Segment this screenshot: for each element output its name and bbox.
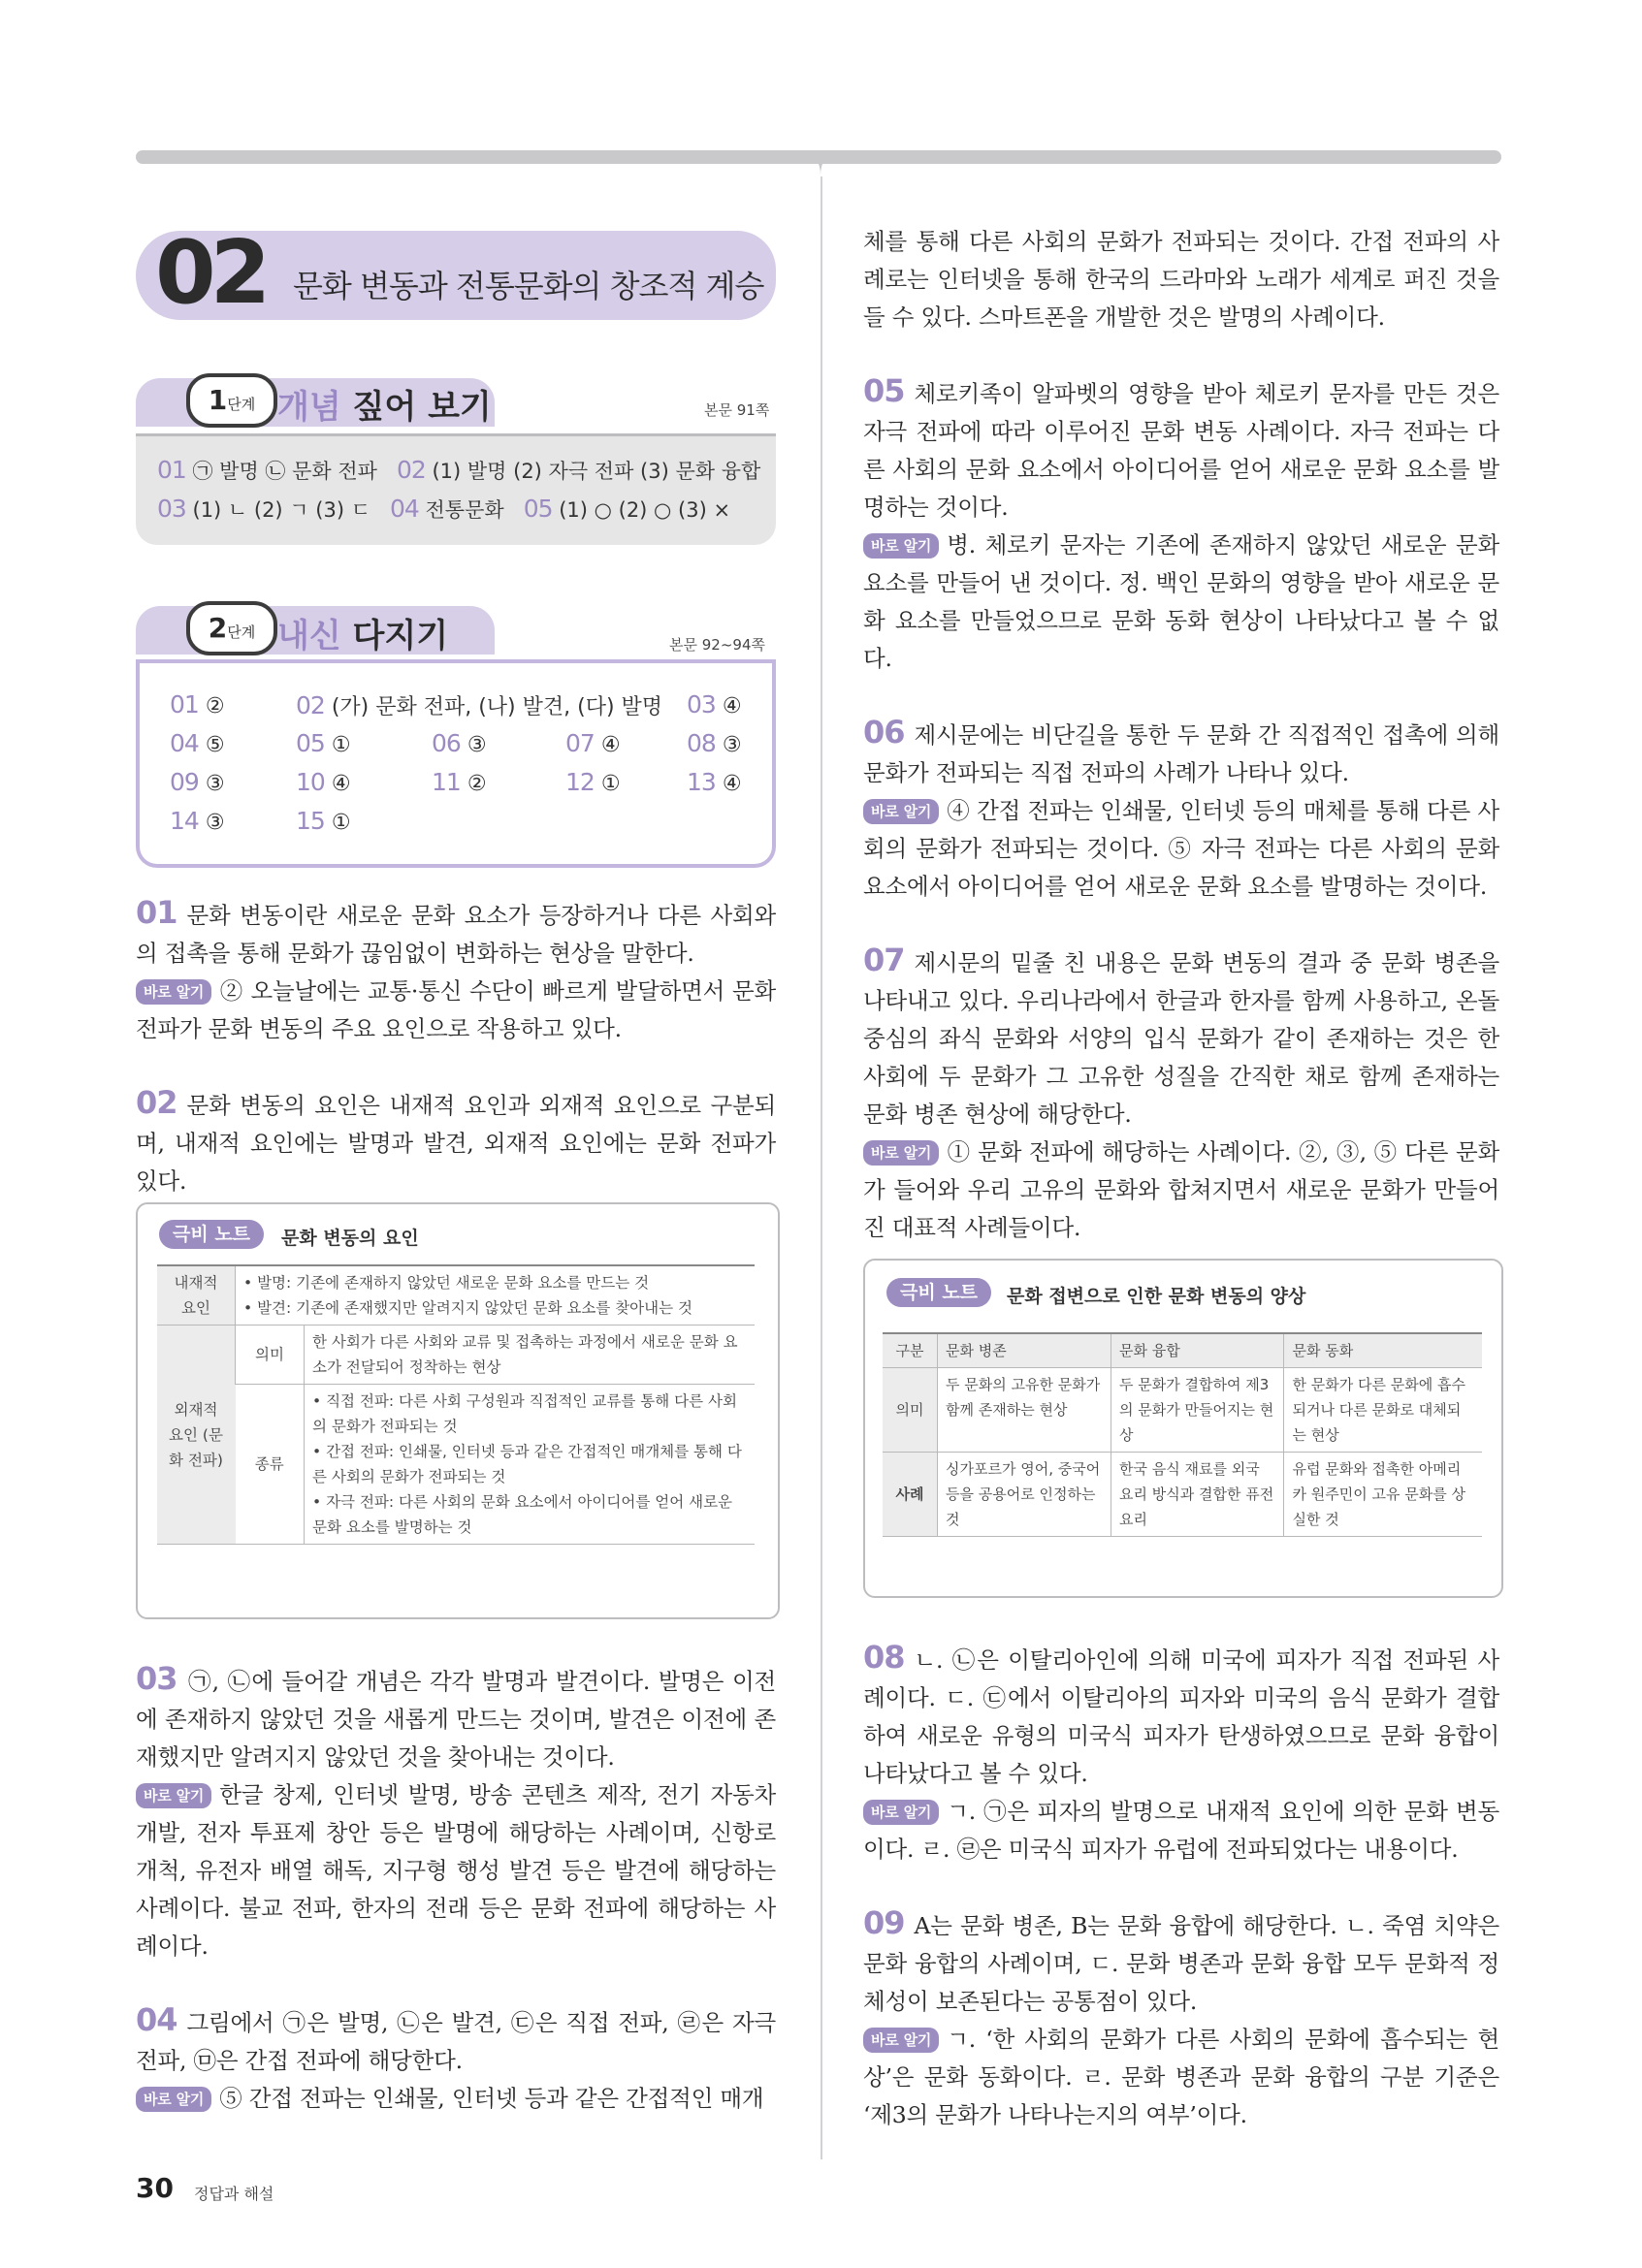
item-04-baro: 바로 알기 ⑤ 간접 전파는 인쇄물, 인터넷 등과 같은 간접적인 매개 [136,2080,776,2118]
note-badge: 극비 노트 [886,1278,991,1307]
answer-value: (가) 문화 전파, (나) 발견, (다) 발명 [331,695,663,719]
answer-item [687,690,742,719]
item-01: 01 문화 변동이란 새로운 문화 요소가 등장하거나 다른 사회와의 접촉을 통해 문화가 끊임없이 변화하는 현상을 말한다. [136,894,776,967]
answer-value: ③ [722,733,742,757]
row-label-meaning: 의미 [883,1368,938,1453]
cell-meaning-assimilation: 한 문화가 다른 문화에 흡수되거나 다른 문화로 대체되는 현상 [1284,1368,1482,1453]
item-06-baro: 바로 알기 ④ 간접 전파는 인쇄물, 인터넷 등의 매체를 통해 다른 사회의 문화가 전파되는 것이다. ⑤ 자극 전파는 다른 사회의 문화 요소에서 아이디어를 얻어 새로운 문화 요소를 발명하는 것이다. [863,797,1499,900]
answer-number: 02 [296,691,325,719]
answer-number: 06 [432,729,461,757]
step1-circle: 1단계 [186,373,277,428]
answer-item [565,768,621,796]
external-kinds: • 직접 전파: 다른 사회 구성원과 직접적인 교류를 통해 다른 사회의 문화가 전파되는 것 • 간접 전파: 인쇄물, 인터넷 등과 같은 간접적인 매개체를 통해 다른 사회의 문화가 전파되는 것 • 자극 전파: 다른 사회의 문화 요소에서 아이디어를 얻어 새로운 문화 요소를 발명하는 것 [305,1385,756,1545]
step1-page-ref: 본문 91쪽 [704,401,770,419]
answer-number: 15 [296,807,325,835]
unit-number: 02 [155,222,266,324]
step1-line2: 03 (1) ㄴ (2) ㄱ (3) ㄷ 04 전통문화 05 (1) ○ (2) ○ (3) × [157,495,731,523]
step2-title: 내신 다지기 [277,617,449,655]
answer-value: ① [600,772,621,796]
answer-number: 14 [170,807,199,835]
cell-example-coexist: 싱가포르가 영어, 중국어 등을 공용어로 인정하는 것 [938,1453,1111,1537]
column-divider [821,176,822,2159]
answer-value: ③ [205,811,225,835]
right-column-items [863,223,1499,1247]
item-05: 05 체로키족이 알파벳의 영향을 받아 체로키 문자를 만든 것은 자극 전파에 따라 이루어진 문화 변동 사례이다. 자극 전파는 다른 사회의 문화 요소에서 아이디어를 얻어 새로운 문화 요소를 발명하는 것이다. [863,372,1499,521]
answer-number: 03 [687,690,716,719]
answer-item [296,729,351,757]
answer-value: ⑤ [205,733,225,757]
step2-page-ref: 본문 92~94쪽 [669,636,765,654]
footer-label: 정답과 해설 [194,2185,274,2203]
item-04: 04 그림에서 ㉠은 발명, ㉡은 발견, ㉢은 직접 전파, ㉣은 자극 전파, ㉤은 간접 전파에 해당한다. [136,2001,776,2074]
answer-number: 04 [170,729,199,757]
answer-value: ④ [722,772,742,796]
row-label-example: 사례 [883,1453,938,1537]
answer-value: ④ [600,733,621,757]
item-09: 09 A는 문화 병존, B는 문화 융합에 해당한다. ㄴ. 죽염 치약은 문화 융합의 사례이며, ㄷ. 문화 병존과 문화 융합 모두 문화적 정체성이 보존된다는 공통점이 있다. [863,1904,1499,2015]
answer-number: 10 [296,768,325,796]
item-04-continued: 체를 통해 다른 사회의 문화가 전파되는 것이다. 간접 전파의 사례로는 인터넷을 통해 한국의 드라마와 노래가 세계로 퍼진 것을 들 수 있다. 스마트폰을 개발한 것은 발명의 사례이다. [863,228,1499,331]
unit-title: 문화 변동과 전통문화의 창조적 계승 [293,268,764,304]
note-title: 문화 접변으로 인한 문화 변동의 양상 [1007,1286,1306,1307]
answer-number: 09 [170,768,199,796]
internal-desc: • 발명: 기존에 존재하지 않았던 새로운 문화 요소를 만드는 것 • 발견: 기존에 존재했지만 알려지지 않았던 문화 요소를 찾아내는 것 [236,1265,756,1326]
note-card-acculturation [863,1259,1503,1598]
answer-number: 05 [296,729,325,757]
answer-item [296,768,351,796]
answer-number: 13 [687,768,716,796]
step1-answers [136,436,776,545]
col-header-category: 구분 [883,1333,938,1368]
left-column-items-2 [136,1660,776,2118]
step1-title: 개념 짚어 보기 [277,388,492,427]
label-external: 외재적 요인 (문화 전파) [157,1326,236,1545]
answer-number: 08 [687,729,716,757]
answer-item [432,768,487,796]
answer-item [687,729,742,757]
item-05-baro: 바로 알기 병. 체로키 문자는 기존에 존재하지 않았던 새로운 문화 요소를 만들어 낸 것이다. 정. 백인 문화의 영향을 받아 새로운 문화 요소를 만들었으므로 문화 동화 현상이 나타났다고 볼 수 없다. [863,531,1499,672]
answer-item [296,807,351,835]
cell-example-assimilation: 유럽 문화와 접촉한 아메리카 원주민이 고유 문화를 상실한 것 [1284,1453,1482,1537]
answer-number: 12 [565,768,595,796]
answer-value: ① [331,733,351,757]
answer-value: ④ [722,694,742,719]
cell-example-fusion: 한국 음식 재료를 외국 요리 방식과 결합한 퓨전 요리 [1111,1453,1284,1537]
col-header-fusion: 문화 융합 [1111,1333,1284,1368]
cell-meaning-coexist: 두 문화의 고유한 문화가 함께 존재하는 현상 [938,1368,1111,1453]
answer-value: ② [467,772,487,796]
answer-item [170,768,225,796]
answer-item [170,690,225,719]
external-meaning: 한 사회가 다른 사회와 교류 및 접촉하는 과정에서 새로운 문화 요소가 전달되어 정착하는 현상 [305,1326,756,1385]
note-badge: 극비 노트 [159,1220,264,1249]
col-header-coexist: 문화 병존 [938,1333,1111,1368]
answer-item [296,690,662,720]
step1-line1: 01 ㉠ 발명 ㉡ 문화 전파 02 (1) 발명 (2) 자극 전파 (3) 문화 융합 [157,456,761,484]
answer-item [170,729,225,757]
answer-value: ④ [331,772,351,796]
cell-meaning-fusion: 두 문화가 결합하여 제3의 문화가 만들어지는 현상 [1111,1368,1284,1453]
note-table-acculturation [883,1332,1482,1537]
answer-item [170,807,225,835]
answer-item [432,729,487,757]
answer-value: ③ [467,733,487,757]
answer-number: 01 [170,690,199,719]
answer-value: ③ [205,772,225,796]
item-03: 03 ㉠, ㉡에 들어갈 개념은 각각 발명과 발견이다. 발명은 이전에 존재하지 않았던 것을 새롭게 만드는 것이며, 발견은 이전에 존재했지만 알려지지 않았던 것을 찾아내는 것이다. [136,1660,776,1771]
left-column-items [136,894,776,1200]
item-02: 02 문화 변동의 요인은 내재적 요인과 외재적 요인으로 구분되며, 내재적 요인에는 발명과 발견, 외재적 요인에는 문화 전파가 있다. [136,1084,776,1195]
item-03-baro: 바로 알기 한글 창제, 인터넷 발명, 방송 콘텐츠 제작, 전기 자동차 개발, 전자 투표제 창안 등은 발명에 해당하는 사례이며, 신항로 개척, 유전자 배열 해독, 지구형 행성 발견 등은 발견에 해당하는 사례이다. 불교 전파, 한자의 전래 등은 문화 전파에 해당하는 사례이다. [136,1781,776,1960]
answer-number: 07 [565,729,595,757]
label-internal: 내재적 요인 [157,1265,236,1326]
right-column-items-2 [863,1639,1499,2134]
item-07: 07 제시문의 밑줄 친 내용은 문화 변동의 결과 중 문화 병존을 나타내고 있다. 우리나라에서 한글과 한자를 함께 사용하고, 온돌 중심의 좌식 문화와 서양의 입식 문화가 같이 존재하는 것은 한 사회에 두 문화가 그 고유한 성질을 간직한 채로 함께 존재하는 문화 병존 현상에 해당한다. [863,942,1499,1128]
note-card-factors [136,1202,780,1619]
item-01-baro: 바로 알기 ② 오늘날에는 교통·통신 수단이 빠르게 발달하면서 문화 전파가 문화 변동의 주요 요인으로 작용하고 있다. [136,977,776,1042]
label-meaning: 의미 [236,1326,305,1385]
item-08: 08 ㄴ. ㉡은 이탈리아인에 의해 미국에 피자가 직접 전파된 사례이다. ㄷ. ㉢에서 이탈리아의 피자와 미국의 음식 문화가 결합하여 새로운 유형의 미국식 피자가 탄생하였으므로 문화 융합이 나타났다고 볼 수 있다. [863,1639,1499,1787]
step2-circle: 2단계 [186,601,277,655]
item-08-baro: 바로 알기 ㄱ. ㉠은 피자의 발명으로 내재적 요인에 의한 문화 변동이다. ㄹ. ㉣은 미국식 피자가 유럽에 전파되었다는 내용이다. [863,1798,1499,1863]
answer-item [565,729,621,757]
note-title: 문화 변동의 요인 [281,1228,419,1249]
item-06: 06 제시문에는 비단길을 통한 두 문화 간 직접적인 접촉에 의해 문화가 전파되는 직접 전파의 사례가 나타나 있다. [863,714,1499,786]
answer-number: 11 [432,768,461,796]
note-table-factors [157,1264,755,1545]
item-07-baro: 바로 알기 ① 문화 전파에 해당하는 사례이다. ②, ③, ⑤ 다른 문화가 들어와 우리 고유의 문화와 합쳐지면서 새로운 문화가 만들어진 대표적 사례들이다. [863,1138,1499,1241]
answer-value: ① [331,811,351,835]
col-header-assimilation: 문화 동화 [1284,1333,1482,1368]
page-number: 30 [136,2172,174,2204]
answer-item [687,768,742,796]
item-09-baro: 바로 알기 ㄱ. ‘한 사회의 문화가 다른 사회의 문화에 흡수되는 현상’은 문화 동화이다. ㄹ. 문화 병존과 문화 융합의 구분 기준은 ‘제3의 문화가 나타나는지의 여부’이다. [863,2026,1499,2128]
top-rule-notch [801,150,840,176]
label-kinds: 종류 [236,1385,305,1545]
answer-value: ② [205,694,225,719]
